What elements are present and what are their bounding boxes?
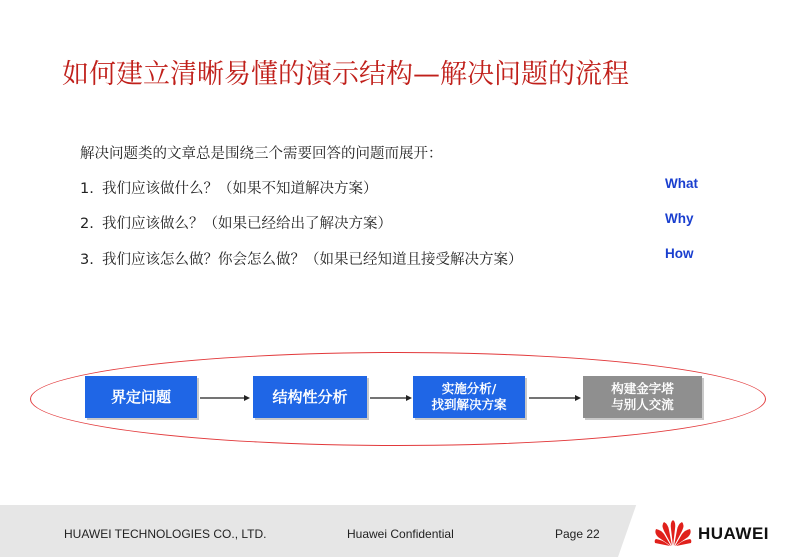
step-label-line2: 找到解决方案 [431, 397, 507, 412]
question-number: 2. [80, 216, 94, 232]
step-structural-analysis [253, 376, 367, 418]
step-label [431, 381, 506, 413]
step-define-problem [85, 376, 197, 418]
footer-page-number: Page 22 [555, 527, 600, 541]
huawei-logo-icon [654, 519, 692, 547]
question-3 [80, 248, 523, 269]
question-2 [80, 212, 392, 233]
tag-how: How [665, 246, 694, 261]
footer-company: HUAWEI TECHNOLOGIES CO., LTD. [64, 527, 267, 541]
step-label: 界定问题 [110, 387, 171, 406]
footer-confidential: Huawei Confidential [347, 527, 454, 541]
tag-why: Why [665, 211, 694, 226]
slide-title: 如何建立清晰易懂的演示结构—解决问题的流程 [62, 59, 629, 90]
intro-text: 解决问题类的文章总是围绕三个需要回答的问题而展开： [80, 146, 443, 162]
question-number: 1. [80, 181, 94, 197]
step-label-line1: 实施分析/ [441, 381, 497, 396]
arrow-right-icon [200, 395, 250, 401]
step-implement-analysis [413, 376, 525, 418]
step-label-line1: 构建金字塔 [611, 381, 674, 396]
question-1 [80, 177, 378, 198]
arrow-right-icon [370, 395, 412, 401]
question-number: 3. [80, 252, 94, 268]
huawei-logo-text: HUAWEI [698, 524, 769, 543]
step-label: 结构性分析 [272, 387, 348, 406]
question-text: 我们应该做什么？（如果不知道解决方案） [102, 181, 378, 197]
step-label-line2: 与别人交流 [611, 397, 674, 412]
question-text: 我们应该做么？（如果已经给出了解决方案） [102, 216, 392, 232]
tag-what: What [665, 176, 698, 191]
question-text: 我们应该怎么做？你会怎么做？（如果已经知道且接受解决方案） [102, 252, 523, 268]
step-label [611, 381, 674, 413]
step-build-pyramid [583, 376, 702, 418]
arrow-right-icon [529, 395, 581, 401]
